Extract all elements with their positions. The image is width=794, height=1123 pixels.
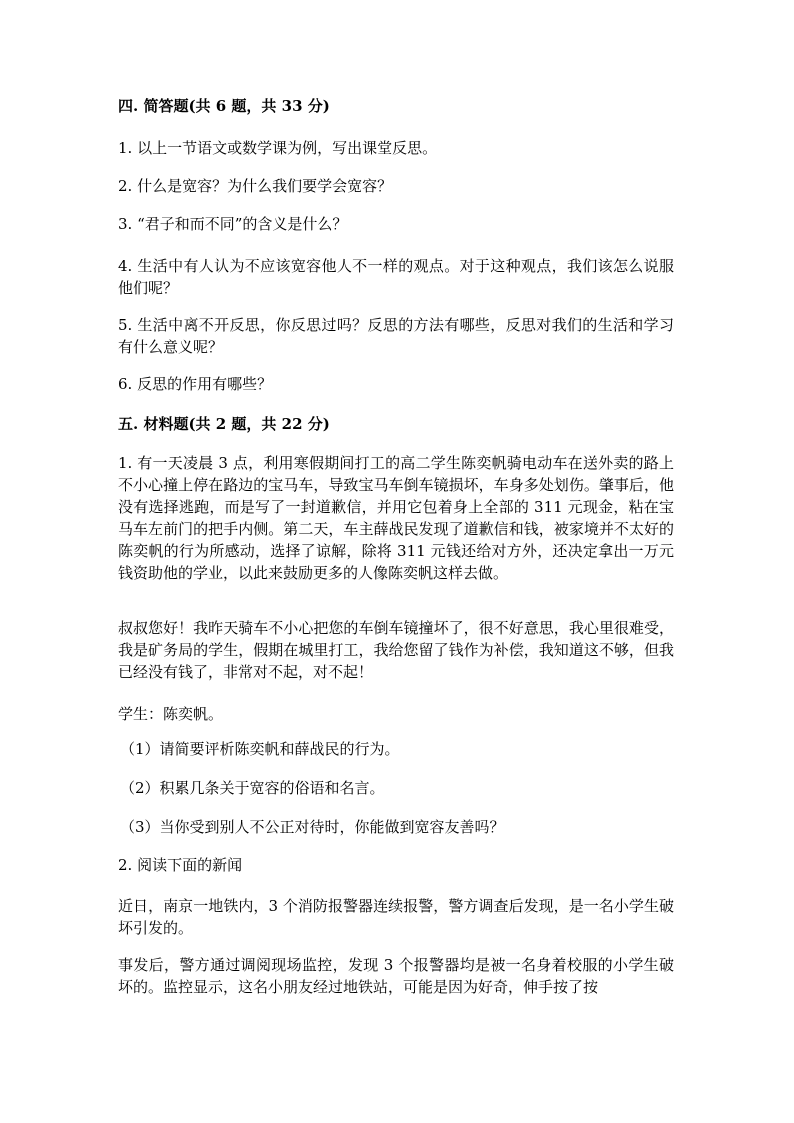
letter-signature: 学生：陈奕帆。: [118, 705, 224, 723]
material-1-subquestion-2: （2）积累几条关于宽容的俗语和名言。: [120, 779, 385, 797]
apology-letter-text: 叔叔您好！我昨天骑车不小心把您的车倒车镜撞坏了，很不好意思，我心里很难受，我是矿务局的学生，假期在城里打工，我给您留了钱作为补偿，我知道这不够，但我已经没有钱了，非常对不起，对不起！: [118, 619, 674, 681]
section-4-heading: 四. 简答题(共 6 题，共 33 分): [118, 97, 330, 115]
news-paragraph-1: 近日，南京一地铁内，3 个消防报警器连续报警，警方调查后发现，是一名小学生破坏引发的。: [118, 897, 674, 937]
material-1-subquestion-1: （1）请简要评析陈奕帆和薛战民的行为。: [120, 740, 400, 758]
material-2-intro: 2. 阅读下面的新闻: [118, 856, 243, 874]
section-4-question-6: 6. 反思的作用有哪些？: [118, 375, 273, 393]
section-4-question-4: 4. 生活中有人认为不应该宽容他人不一样的观点。对于这种观点，我们该怎么说服他们呢？: [118, 257, 674, 297]
news-paragraph-2: 事发后，警方通过调阅现场监控，发现 3 个报警器均是被一名身着校服的小学生破坏的。监控显示，这名小朋友经过地铁站，可能是因为好奇，伸手按了按: [118, 956, 674, 996]
section-4-question-3: 3. “君子和而不同”的含义是什么？: [118, 215, 348, 233]
section-4-question-5: 5. 生活中离不开反思，你反思过吗？反思的方法有哪些，反思对我们的生活和学习有什么意义呢？: [118, 316, 674, 356]
section-4-question-1: 1. 以上一节语文或数学课为例，写出课堂反思。: [118, 139, 438, 157]
section-5-heading: 五. 材料题(共 2 题，共 22 分): [118, 415, 330, 433]
material-1-subquestion-3: （3）当你受到别人不公正对待时，你能做到宽容友善吗？: [120, 818, 505, 836]
material-1-text: 1. 有一天凌晨 3 点，利用寒假期间打工的高二学生陈奕帆骑电动车在送外卖的路上不小心撞上停在路边的宝马车，导致宝马车倒车镜损坏，车身多处划伤。肇事后，他没有选择逃跑，而是写了一封道歉信，并用它包着身上全部的 311 元现金，粘在宝马车左前门的把手内侧。第二天，车主薛战民发现了道歉信和钱，被家境并不太好的陈奕帆的行为所感动，选择了谅解，除将 311 元钱还给对方外，还决定拿出一万元钱资助他的学业，以此来鼓励更多的人像陈奕帆这样去做。: [118, 454, 674, 582]
section-4-question-2: 2. 什么是宽容？为什么我们要学会宽容？: [118, 177, 393, 195]
